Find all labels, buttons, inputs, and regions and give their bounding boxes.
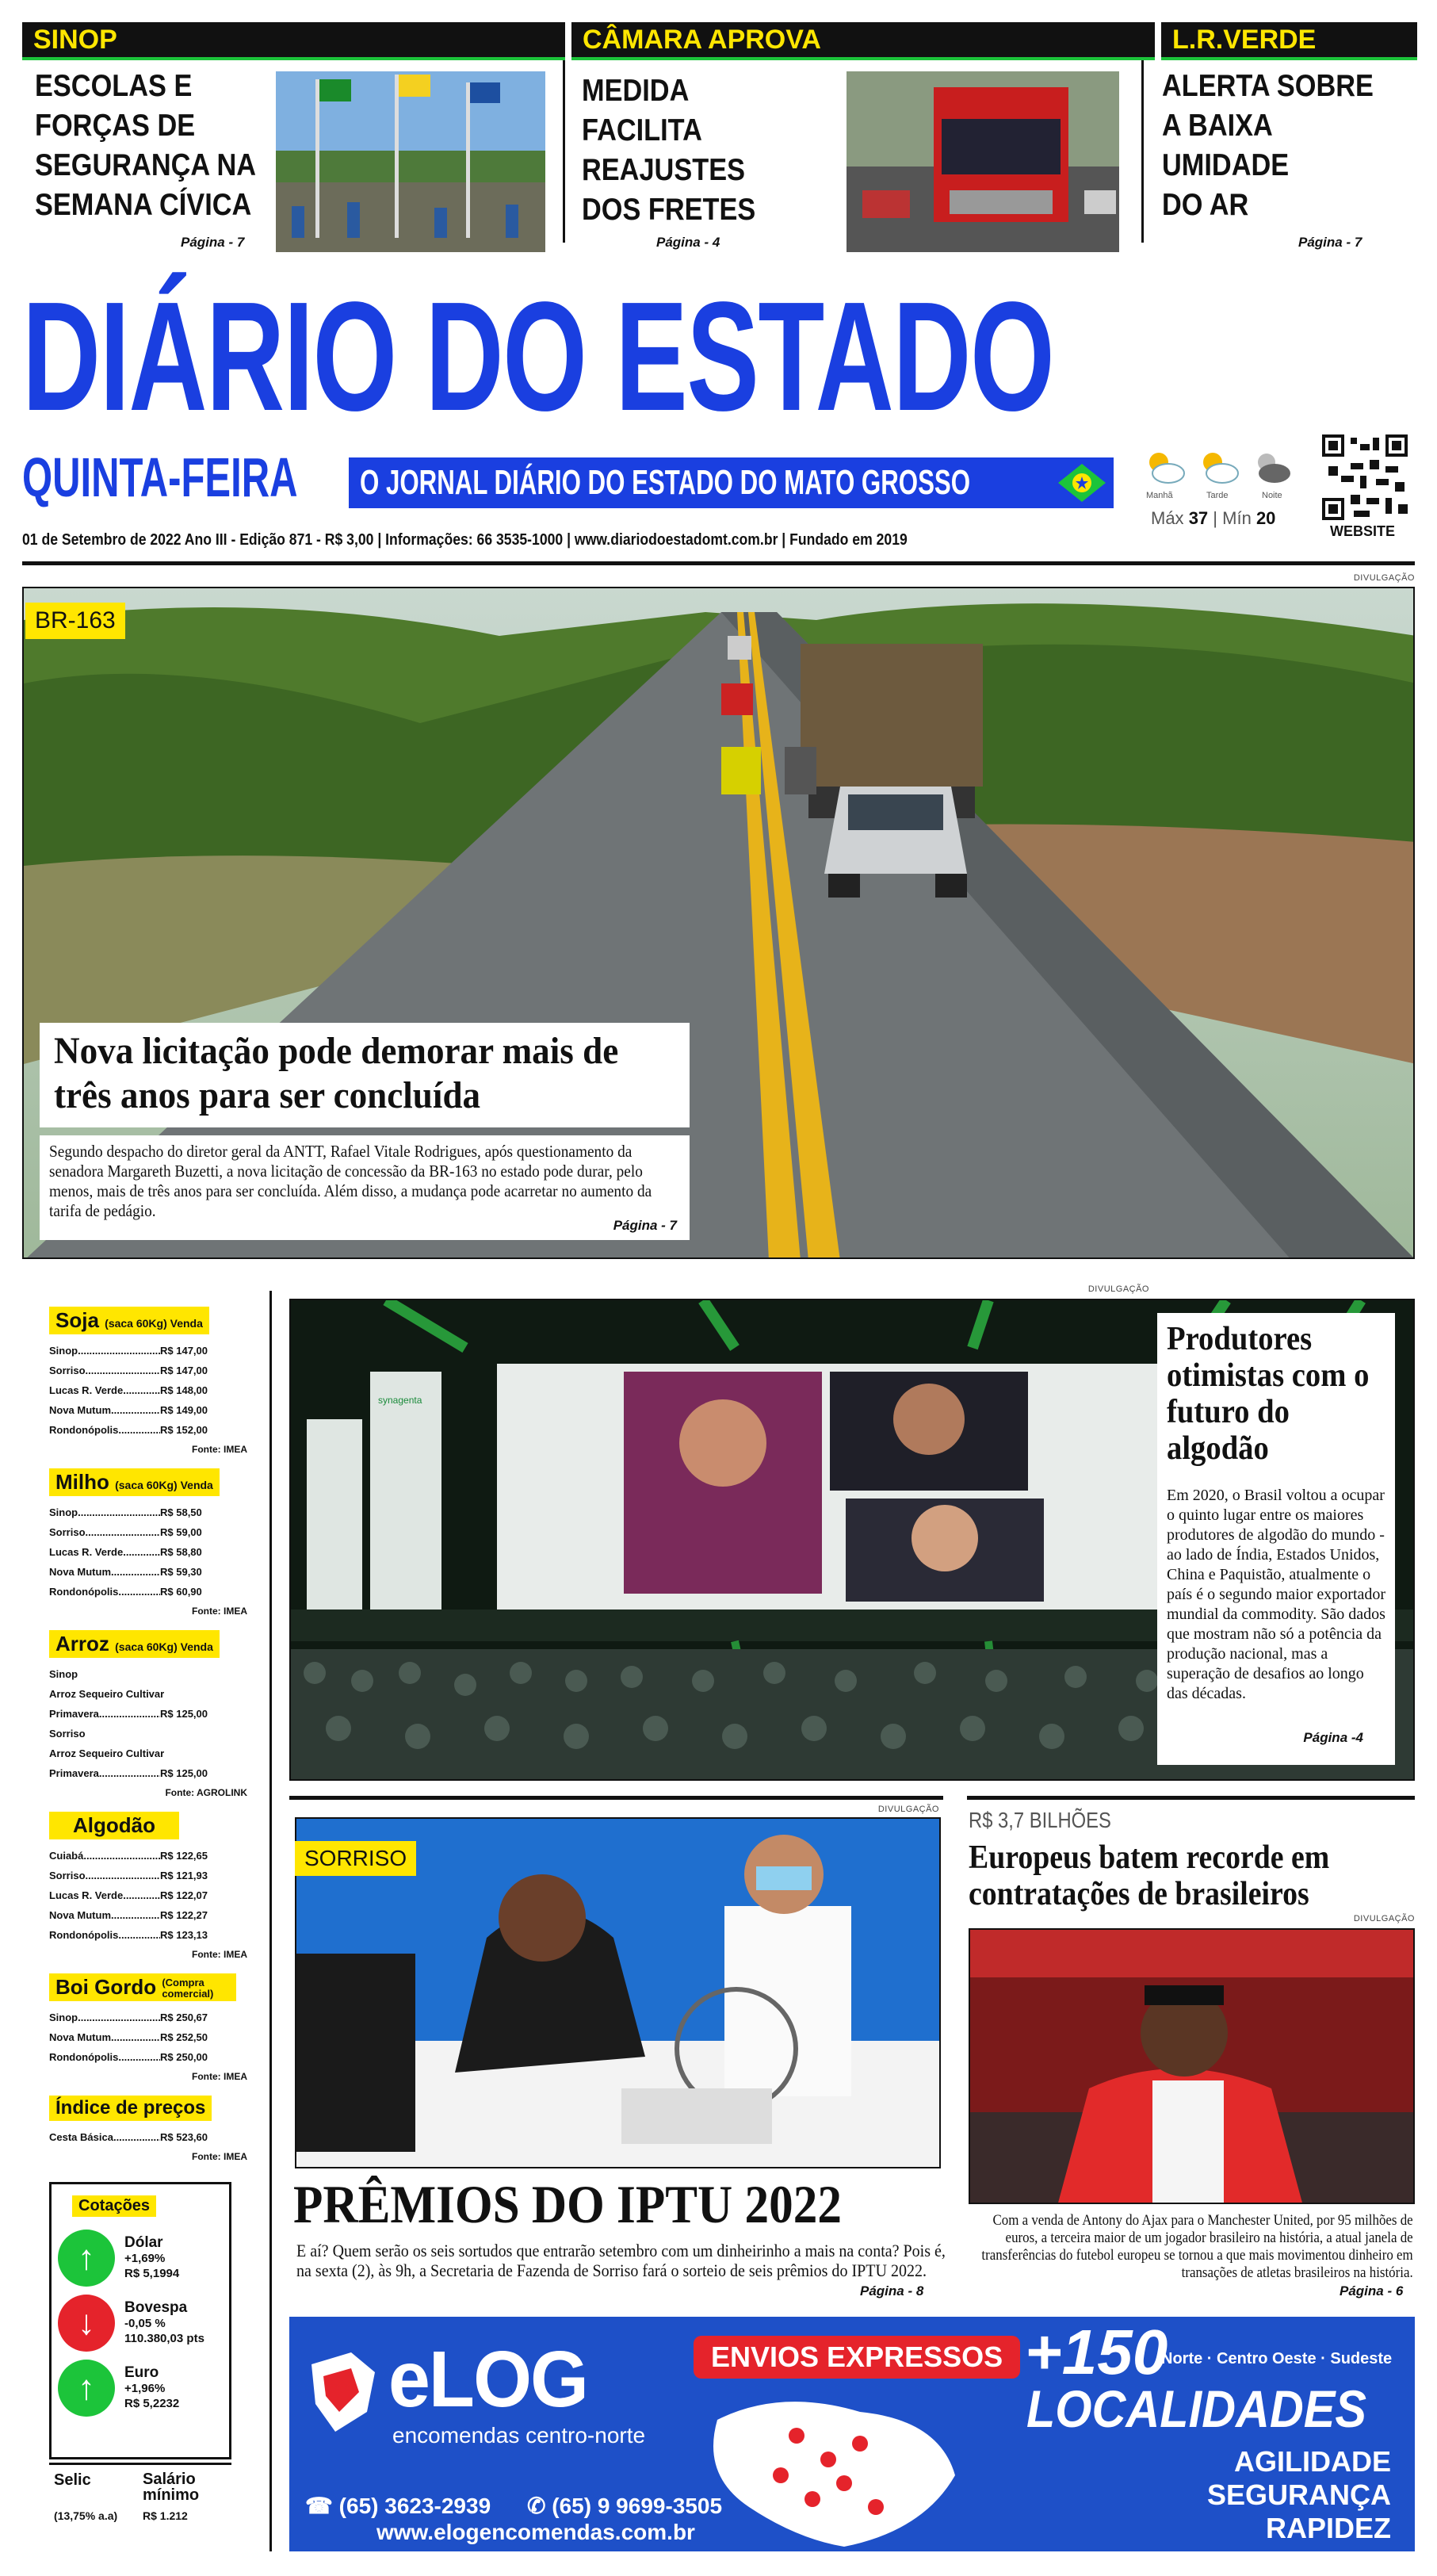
masthead-rule bbox=[22, 561, 1415, 565]
market-source: Fonte: IMEA bbox=[192, 1949, 247, 1960]
market-source: Fonte: IMEA bbox=[192, 1606, 247, 1617]
football-body: Com a venda de Antony do Ajax para o Manchester United, por 95 milhões de euros, a terceira maior de um jogador brasileiro na história, a atual janela de transferências do futebol europeu se tornou a que mais movimentou dinheiro em transações de atletas brasileiros na história. bbox=[981, 2212, 1413, 2281]
elog-subtitle: encomendas centro-norte bbox=[392, 2423, 646, 2448]
quotes-box bbox=[49, 2182, 231, 2459]
market-indice: Índice de preços Cesta Básica ..... R$ 523,60 Fonte: IMEA bbox=[49, 2096, 263, 2166]
selic-label: Selic bbox=[54, 2471, 91, 2489]
stage-sign-text: synagenta bbox=[378, 1395, 422, 1406]
market-row: Cuiabá ..... R$ 122,65 bbox=[49, 1846, 263, 1866]
iptu-photo-credit: DIVULGAÇÃO bbox=[877, 1805, 939, 1814]
market-row: Lucas R. Verde ..... R$ 122,07 bbox=[49, 1885, 263, 1905]
market-row: Sinop bbox=[49, 1668, 78, 1680]
main-body: Segundo despacho do diretor geral da ANTT, Rafael Vitale Rodrigues, após questionamento da senadora Margareth Buzetti, a nova licitação de concessão da BR-163 no estado pode durar, pelo menos, mais de três anos para ser concluída. Além disso, a mudança pode acarretar no aumento da tarifa de pedágio. bbox=[49, 1142, 652, 1220]
teaser-divider-2 bbox=[1141, 60, 1144, 243]
teaser-photo-flags bbox=[276, 71, 545, 252]
masthead-slogan: O JORNAL DIÁRIO DO ESTADO DO MATO GROSSO bbox=[360, 463, 971, 502]
elog-slogan: AGILIDADE SEGURANÇA RAPIDEZ bbox=[1206, 2445, 1391, 2544]
market-source: Fonte: IMEA bbox=[192, 2151, 247, 2163]
teaser-page-sinop: Página - 7 bbox=[181, 235, 245, 250]
elog-locations: LOCALIDADES bbox=[1026, 2379, 1367, 2438]
market-row: Sinop ..... R$ 147,00 bbox=[49, 1341, 263, 1361]
teaser-row bbox=[22, 22, 1417, 252]
salary-label: Salário mínimo bbox=[143, 2471, 200, 2504]
masthead-weekday: QUINTA-FEIRA bbox=[22, 446, 298, 508]
football-photo-player bbox=[969, 1928, 1415, 2204]
market-algodao: Algodão Cuiabá ..... R$ 122,65 Sorriso ..... R$ 121,93 Lucas R. Verde ..... R$ 122,07 Nova Mutum ..... R$ 122,27 Rondonópolis ..... R$ 123,13 Fonte: IMEA bbox=[49, 1812, 263, 1964]
teaser-divider-1 bbox=[563, 60, 565, 243]
arrow-up-icon: ↑ bbox=[58, 2230, 115, 2287]
selic-box bbox=[49, 2463, 231, 2526]
cotton-headline[interactable]: Produtores otimistas com o futuro do algodão bbox=[1167, 1321, 1370, 1467]
market-row: Sinop ..... R$ 58,50 bbox=[49, 1502, 263, 1522]
elog-count: +150 bbox=[1025, 2317, 1168, 2387]
weather-temps: Máx 37 | Mín 20 bbox=[1151, 508, 1276, 528]
teaser-title-lrverde[interactable]: ALERTA SOBRE A BAIXA UMIDADE DO AR bbox=[1162, 69, 1374, 222]
markets-column bbox=[49, 1307, 263, 2176]
quotes-title: Cotações bbox=[72, 2195, 156, 2217]
market-row: Sorriso bbox=[49, 1728, 86, 1740]
teaser-photo-truck bbox=[847, 71, 1119, 252]
quote-bovespa: ↓ Bovespa -0,05 % 110.380,03 pts bbox=[58, 2295, 223, 2352]
market-row: Sorriso ..... R$ 147,00 bbox=[49, 1361, 263, 1380]
market-row: Nova Mutum ..... R$ 59,30 bbox=[49, 1562, 263, 1582]
market-row: Arroz Sequeiro Cultivar bbox=[49, 1747, 165, 1759]
iptu-page: Página - 8 bbox=[860, 2283, 924, 2298]
cotton-page: Página -4 bbox=[1303, 1730, 1363, 1745]
market-arroz: Arroz (saca 60Kg) Venda Sinop Arroz Sequeiro Cultivar Primavera ..... R$ 125,00 Sorriso Arroz Sequeiro Cultivar Primavera ..... R$ 125,00 Fonte: AGROLINK bbox=[49, 1630, 263, 1802]
cotton-photo-credit: DIVULGAÇÃO bbox=[1087, 1284, 1149, 1294]
iptu-story-tag: SORRISO bbox=[295, 1841, 416, 1876]
salary-value: R$ 1.212 bbox=[143, 2509, 188, 2522]
main-body-box bbox=[40, 1135, 690, 1240]
phone-icon: ☎ bbox=[305, 2494, 333, 2518]
market-row: Rondonópolis ..... R$ 152,00 bbox=[49, 1420, 263, 1440]
main-photo-credit: DIVULGAÇÃO bbox=[1353, 573, 1415, 583]
arrow-down-icon: ↓ bbox=[58, 2295, 115, 2352]
left-column-rule bbox=[269, 1291, 272, 2551]
section-bar-lrverde: L.R.VERDE bbox=[1161, 22, 1417, 60]
football-kicker: R$ 3,7 BILHÕES bbox=[969, 1808, 1111, 1832]
elog-ad[interactable] bbox=[289, 2317, 1415, 2551]
iptu-body: E aí? Quem serão os seis sortudos que entrarão setembro com um dinheirinho a mais na conta? Pois é, na sexta (2), às 9h, a Secretaria de Fazenda de Sorriso fará o sorteio de seis prêmios do IPTU 2022. bbox=[296, 2241, 946, 2280]
teaser-page-camara: Página - 4 bbox=[656, 235, 720, 250]
elog-whatsapp[interactable]: ✆ (65) 9 9699-3505 bbox=[527, 2494, 723, 2518]
whatsapp-icon: ✆ bbox=[527, 2494, 546, 2518]
section-bar-sinop: SINOP bbox=[22, 22, 565, 60]
market-row: Lucas R. Verde ..... R$ 58,80 bbox=[49, 1542, 263, 1562]
sun-cloud-icon bbox=[1143, 448, 1186, 488]
football-headline[interactable]: Europeus batem recorde em contratações de brasileiros bbox=[969, 1839, 1330, 1912]
masthead-slogan-bar bbox=[349, 457, 1114, 508]
main-page: Página - 7 bbox=[613, 1218, 677, 1233]
brazil-state-map-icon bbox=[304, 2348, 383, 2436]
market-source: Fonte: AGROLINK bbox=[165, 1787, 247, 1798]
market-source: Fonte: IMEA bbox=[192, 1444, 247, 1455]
market-row: Primavera ..... R$ 125,00 bbox=[49, 1704, 263, 1724]
market-boi-gordo: Boi Gordo (Compra comercial) Sinop ..... R$ 250,67 Nova Mutum ..... R$ 252,50 Rondonópolis ..... R$ 250,00 Fonte: IMEA bbox=[49, 1973, 263, 2086]
teaser-page-lrverde: Página - 7 bbox=[1298, 235, 1362, 250]
market-row: Lucas R. Verde ..... R$ 148,00 bbox=[49, 1380, 263, 1400]
quote-dolar: ↑ Dólar +1,69% R$ 5,1994 bbox=[58, 2230, 223, 2287]
sun-cloud-icon bbox=[1197, 448, 1240, 488]
weather-box bbox=[1141, 448, 1300, 543]
arrow-up-icon: ↑ bbox=[58, 2360, 115, 2417]
market-row: Rondonópolis ..... R$ 123,13 bbox=[49, 1925, 263, 1945]
moon-cloud-icon bbox=[1251, 448, 1294, 488]
brazil-map-icon bbox=[686, 2388, 971, 2547]
qr-code[interactable] bbox=[1322, 434, 1408, 520]
market-row: Sorriso ..... R$ 59,00 bbox=[49, 1522, 263, 1542]
main-story-tag: BR-163 bbox=[25, 603, 125, 639]
market-row: Rondonópolis ..... R$ 60,90 bbox=[49, 1582, 263, 1602]
football-page: Página - 6 bbox=[1340, 2283, 1404, 2298]
quote-euro: ↑ Euro +1,96% R$ 5,2232 bbox=[58, 2360, 223, 2417]
cotton-body: Em 2020, o Brasil voltou a ocupar o quinto lugar entre os maiores produtores de algodão do mundo - ao lado de Índia, Estados Unidos, China e Paquistão, atualmente o país é o segundo maior exportador mundial da commodity. São dados que mostram não só a potência da produção nacional, mas a superação de desafios ao longo das décadas. bbox=[1167, 1487, 1386, 1702]
market-row: Rondonópolis ..... R$ 250,00 bbox=[49, 2047, 263, 2067]
market-row: Arroz Sequeiro Cultivar bbox=[49, 1688, 165, 1700]
section-bar-camara: CÂMARA APROVA bbox=[571, 22, 1155, 60]
elog-regions: Norte · Centro Oeste · Sudeste bbox=[1161, 2350, 1393, 2367]
market-row: Sinop ..... R$ 250,67 bbox=[49, 2008, 263, 2027]
market-row: Sorriso ..... R$ 121,93 bbox=[49, 1866, 263, 1885]
website-label: WEBSITE bbox=[1330, 523, 1396, 539]
teaser-title-sinop[interactable]: ESCOLAS E FORÇAS DE SEGURANÇA NA SEMANA CÍVICA bbox=[35, 69, 257, 222]
football-rule bbox=[967, 1796, 1415, 1800]
weather-period-night: Noite bbox=[1262, 491, 1282, 500]
market-soja: Soja (saca 60Kg) Venda Sinop ..... R$ 147,00 Sorriso ..... R$ 147,00 Lucas R. Verde ..... R$ 148,00 Nova Mutum ..... R$ 149,00 Rondonópolis ..... R$ 152,00 Fonte: IMEA bbox=[49, 1307, 263, 1459]
teaser-title-camara[interactable]: MEDIDA FACILITA REAJUSTES DOS FRETES bbox=[582, 74, 756, 227]
market-row: Nova Mutum ..... R$ 122,27 bbox=[49, 1905, 263, 1925]
mato-grosso-flag-icon bbox=[1057, 462, 1107, 503]
elog-phone[interactable]: ☎ (65) 3623-2939 bbox=[305, 2494, 491, 2518]
iptu-rule bbox=[289, 1796, 943, 1800]
masthead-title: DIÁRIO DO ESTADO bbox=[22, 270, 1054, 443]
market-row: Cesta Básica ..... R$ 523,60 bbox=[49, 2127, 263, 2147]
market-milho: Milho (saca 60Kg) Venda Sinop ..... R$ 58,50 Sorriso ..... R$ 59,00 Lucas R. Verde ..... R$ 58,80 Nova Mutum ..... R$ 59,30 Rondonópolis ..... R$ 60,90 Fonte: IMEA bbox=[49, 1468, 263, 1621]
football-photo-credit: DIVULGAÇÃO bbox=[1353, 1914, 1415, 1923]
masthead-infoline: 01 de Setembro de 2022 Ano III - Edição 871 - R$ 3,00 | Informações: 66 3535-1000 | www.diariodoestadomt.com.br | Fundado em 2019 bbox=[22, 531, 908, 549]
market-row: Nova Mutum ..... R$ 149,00 bbox=[49, 1400, 263, 1420]
elog-website[interactable]: www.elogencomendas.com.br bbox=[376, 2520, 695, 2544]
weather-period-morning: Manhã bbox=[1146, 491, 1173, 500]
cotton-text-box bbox=[1157, 1313, 1395, 1765]
elog-brand: eLOG bbox=[388, 2335, 588, 2424]
main-headline-box[interactable] bbox=[40, 1023, 690, 1127]
weather-period-afternoon: Tarde bbox=[1206, 491, 1229, 500]
elog-badge: ENVIOS EXPRESSOS bbox=[694, 2336, 1020, 2379]
iptu-headline[interactable]: PRÊMIOS DO IPTU 2022 bbox=[293, 2174, 842, 2234]
market-row: Nova Mutum ..... R$ 252,50 bbox=[49, 2027, 263, 2047]
main-headline: Nova licitação pode demorar mais de três anos para ser concluída bbox=[54, 1030, 619, 1116]
market-row: Primavera ..... R$ 125,00 bbox=[49, 1763, 263, 1783]
market-source: Fonte: IMEA bbox=[192, 2071, 247, 2083]
selic-value: (13,75% a.a) bbox=[54, 2509, 118, 2522]
